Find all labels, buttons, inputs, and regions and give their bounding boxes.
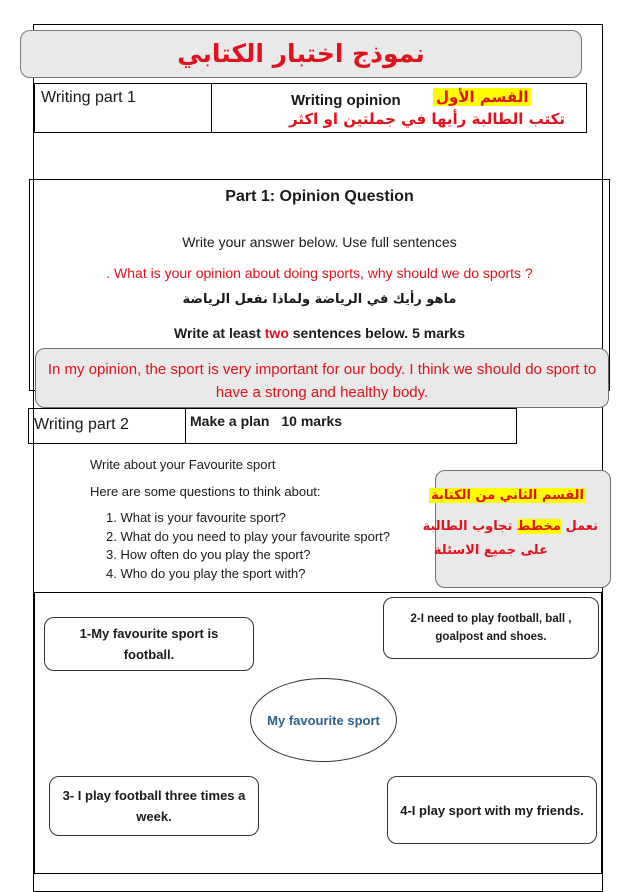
plan-center-ellipse: My favourite sport xyxy=(250,678,397,762)
part1-answer-text: In my opinion, the sport is very important for our body. I think we should do sport to have a strong and healthy body. xyxy=(47,361,597,401)
note-line3: على جميع الاسئلة xyxy=(433,543,548,558)
title-box xyxy=(20,30,582,78)
make-plan-label xyxy=(190,413,342,429)
plan-answer-1: 1-My favourite sport is football. xyxy=(44,617,254,671)
writing-part1-label: Writing part 1 xyxy=(41,89,136,106)
note-line2-pre: نعمل xyxy=(560,519,598,534)
note-line2 xyxy=(423,519,598,534)
table-divider xyxy=(185,409,186,443)
list-item: 2. What do you need to play your favourite sport? xyxy=(106,528,391,544)
plan-answer-2: 2-I need to play football, ball , goalpost and shoes. xyxy=(383,597,599,659)
writing-part2-label: Writing part 2 xyxy=(34,416,129,433)
part1-answer-box xyxy=(35,348,609,408)
table-divider xyxy=(211,84,212,132)
writing-part1-table xyxy=(34,83,587,133)
list-item: 4. Who do you play the sport with? xyxy=(106,565,306,581)
task-prompt: Here are some questions to think about: xyxy=(90,484,321,499)
note-line2-highlight: مخطط xyxy=(516,519,561,534)
plan-answer-4: 4-I play sport with my friends. xyxy=(387,776,597,844)
list-item: 1. What is your favourite sport? xyxy=(106,510,286,525)
part1-instruction: Write your answer below. Use full sentences xyxy=(182,234,457,250)
writing-opinion-label: Writing opinion xyxy=(291,92,401,109)
question-list xyxy=(106,509,390,583)
write-highlight: two xyxy=(264,325,289,341)
part1-write-instruction xyxy=(30,325,609,341)
part1-question: . What is your opinion about doing sports, why should we do sports ? xyxy=(106,265,533,281)
note-line1: القسم الثاني من الكتابة xyxy=(431,488,584,503)
part1-ar-label: القسم الأول xyxy=(433,88,531,106)
task-title: Write about your Favourite sport xyxy=(90,457,276,472)
part1-question-ar: ماهو رأيك في الرياضة ولماذا نفعل الرياضة xyxy=(182,292,457,307)
plan-answer-3: 3- I play football three times a week. xyxy=(49,776,259,836)
list-item: 3. How often do you play the sport? xyxy=(106,547,311,562)
write-suffix: sentences below. 5 marks xyxy=(288,325,465,341)
part2-note-box xyxy=(422,470,611,588)
page-title: نموذج اختبار الكتابي xyxy=(177,39,425,68)
write-prefix: Write at least xyxy=(173,325,265,341)
part1-heading: Part 1: Opinion Question xyxy=(225,188,414,205)
note-line2-post: تجاوب الطالبة xyxy=(422,519,517,534)
writing-part2-table xyxy=(28,408,517,444)
part1-ar-instruction: تكتب الطالبة رأيها في جملتين او اكثر xyxy=(288,110,565,128)
plan-label: Make a plan xyxy=(190,413,270,429)
marks-label: 10 marks xyxy=(281,413,343,429)
